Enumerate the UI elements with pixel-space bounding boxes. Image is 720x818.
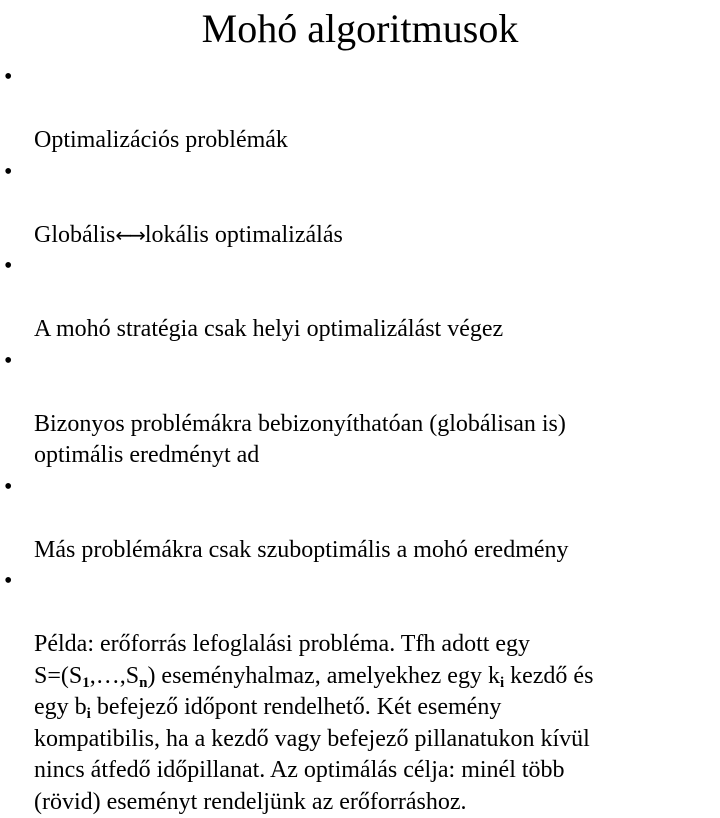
bullet-dot: • [4,473,13,500]
bullet-item [0,566,720,818]
bullet-item [0,472,720,567]
bullet-text: ,…,S [89,662,140,689]
bullet-dot: • [4,158,13,185]
double-arrow-icon [115,220,143,252]
bullet-text: Más problémákra csak szuboptimális a mohó eredmény [34,536,569,563]
bullet-text: Példa: erőforrás lefoglalási probléma. Tfh adott egy S=(S [34,631,531,689]
subscript: i [499,674,505,691]
bullet-item [0,251,720,346]
bullet-text: kezdő és egy b [34,662,594,720]
subscript: i [86,706,91,722]
bullet-text: Optimalizációs problémák [34,127,288,153]
bullet-dot: • [4,568,13,594]
bullet-text: ) eseményhalmaz, amelyekhez egy k [147,662,500,689]
subscript: n [139,674,148,691]
bullet-text: Globális [34,221,116,248]
bullet-text: Bizonyos problémákra bebizonyíthatóan (globálisan is) optimális eredményt ad [34,410,566,468]
subscript: 1 [82,674,90,691]
bullet-list [0,62,720,818]
bullet-text: lokális optimalizálás [144,221,343,248]
bullet-dot: • [4,253,13,279]
bullet-dot: • [4,64,13,90]
bullet-item [0,62,720,157]
bullet-item [0,346,720,472]
slide-title: Mohó algoritmusok [201,6,519,51]
bullet-dot: • [4,347,13,374]
bullet-text: A mohó stratégia csak helyi optimalizálást végez [34,316,504,342]
bullet-item [0,157,720,252]
arrow-left-icon: ← [115,222,130,247]
bullet-text: befejező időpont rendelhető. Két esemény kompatibilis, ha a kezdő vagy befejező pillanatukon kívül nincs átfedő időpillanat. Az optimálás célja: minél több (rövid) eseményt rendeljünk az erőforráshoz. [34,694,590,815]
arrow-right-icon: → [129,222,143,247]
